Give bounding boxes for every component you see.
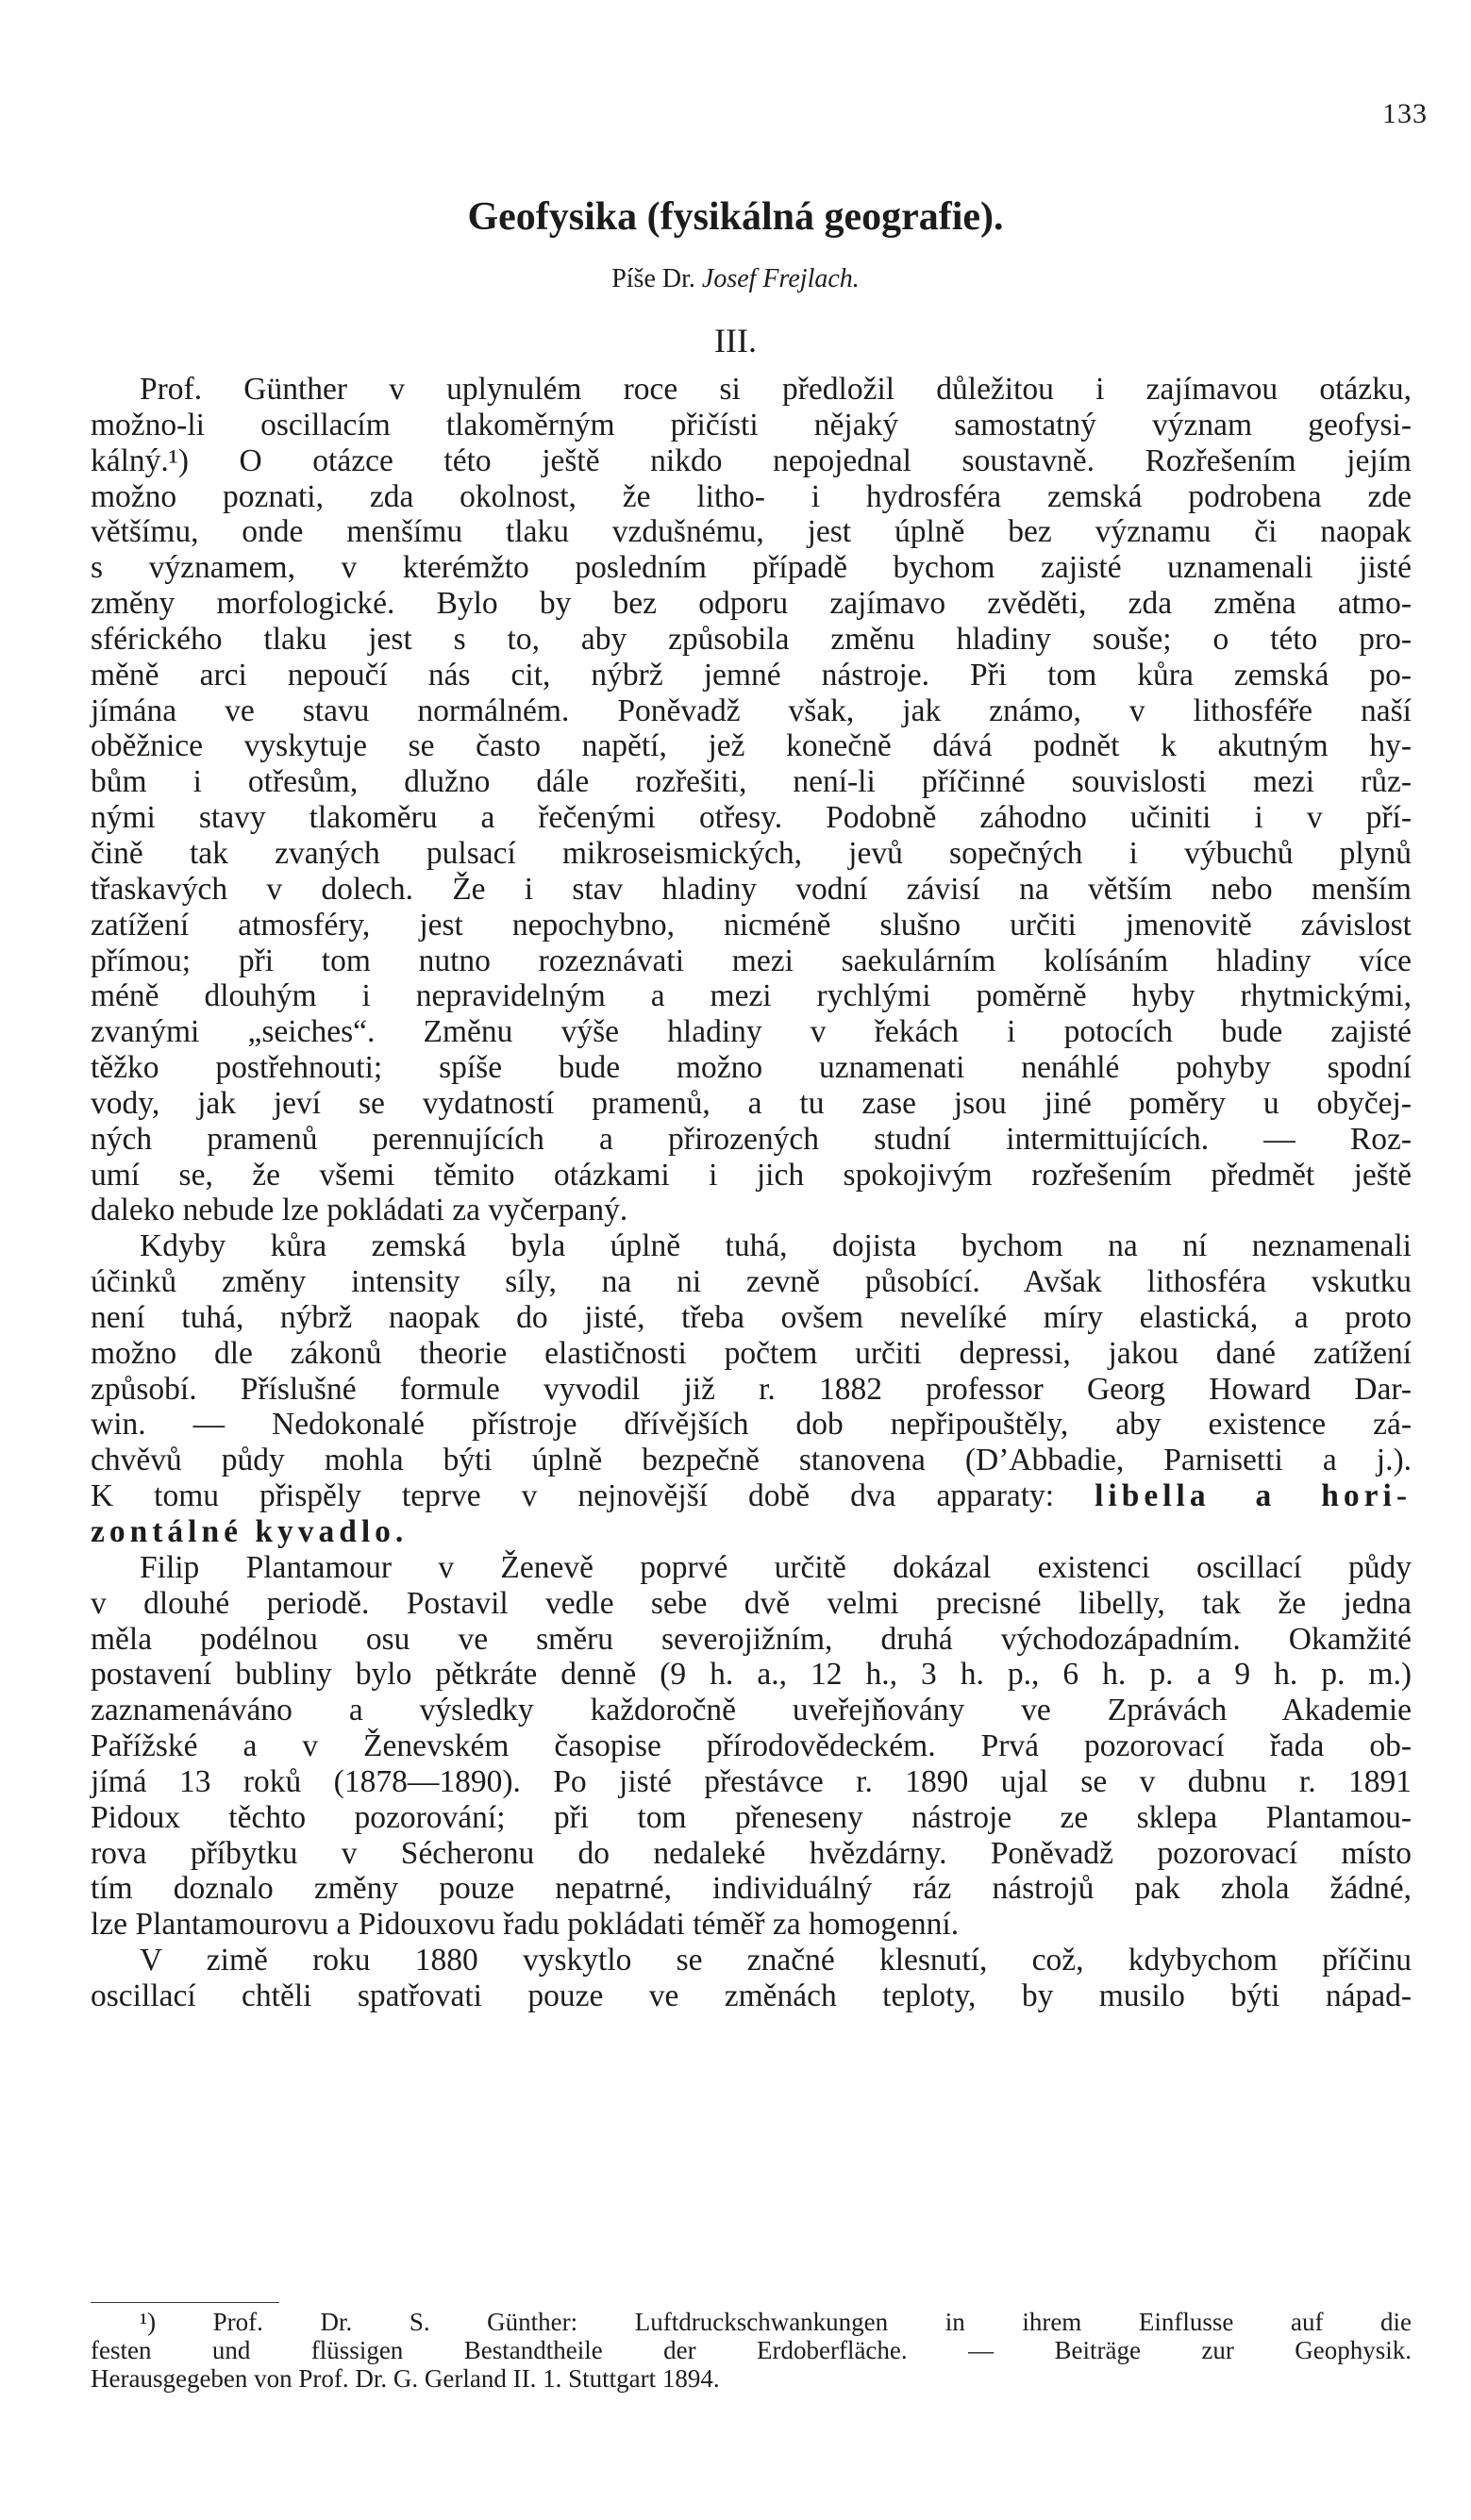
text-line (91, 1514, 1412, 1550)
text-line: sférického tlaku jest s to, aby způsobila změnu hladiny souše; o této pro- (91, 621, 1412, 657)
text-line: čině tak zvaných pulsací mikroseismických, jevů sopečných i výbuchů plynů (91, 835, 1412, 871)
text-line: chvěvů půdy mohla býti úplně bezpečně stanovena (D’Abbadie, Parnisetti a j.). (91, 1443, 1412, 1478)
footnotes (91, 2308, 1412, 2393)
text-line: lze Plantamourovu a Pidouxovu řadu pokládati téměř za homogenní. (91, 1907, 960, 1943)
text-line: kálný.¹) O otázce této ještě nikdo nepojednal soustavně. Rozřešením jejím (91, 442, 1412, 478)
text-line: změny morfologické. Bylo by bez odporu zajímavo zvěděti, zda změna atmo- (91, 586, 1412, 622)
text-line: jímána ve stavu normálném. Poněvadž však, jak známo, v lithosféře naší (91, 693, 1412, 728)
text-line: účinků změny intensity síly, na ni zevně působící. Avšak lithosféra vskutku (91, 1264, 1412, 1300)
text-line: oscillací chtěli spatřovati pouze ve změnách teploty, by musilo býti nápad- (91, 1978, 1412, 2013)
text-line: třaskavých v dolech. Že i stav hladiny vodní závisí na větším nebo menším (91, 871, 1412, 907)
text-line: zvanými „seiches“. Změnu výše hladiny v řekách i potocích bude zajisté (91, 1014, 1412, 1050)
text-line: ných pramenů perennujících a přirozených studní intermittujících. — Roz- (91, 1121, 1412, 1157)
text-line: rova příbytku v Sécheronu do nedaleké hvězdárny. Poněvadž pozorovací místo (91, 1835, 1412, 1871)
text-line: vody, jak jeví se vydatností pramenů, a tu zase jsou jiné poměry u obyčej- (91, 1085, 1412, 1121)
text-line: postavení bubliny bylo pětkráte denně (9 h. a., 12 h., 3 h. p., 6 h. p. a 9 h. p. m.) (91, 1657, 1412, 1693)
footnote-line: ¹) Prof. Dr. S. Günther: Luftdruckschwankungen in ihrem Einflusse auf die (140, 2308, 1412, 2336)
text-line: Pidoux těchto pozorování; při tom přeneseny nástroje ze sklepa Plantamou- (91, 1799, 1412, 1835)
emphasized-term: zontálné kyvadlo. (91, 1514, 409, 1549)
text-line: win. — Nedokonalé přístroje dřívějších dob nepřipouštěly, aby existence zá- (91, 1407, 1412, 1443)
text-line: s významem, v kterémžto posledním případě bychom zajisté uznamenali jisté (91, 550, 1412, 586)
text-line: těžko postřehnouti; spíše bude možno uznamenati nenáhlé pohyby spodní (91, 1050, 1412, 1086)
article-body (91, 372, 1412, 2014)
text-line: Kdyby kůra zemská byla úplně tuhá, dojista bychom na ní neznamenali (140, 1228, 1412, 1264)
text-line: oběžnice vyskytuje se často napětí, jež konečně dává podnět k akutným hy- (91, 728, 1412, 764)
text-line: zatížení atmosféry, jest nepochybno, nicméně slušno určiti jmenovitě závislost (91, 907, 1412, 943)
text-line: možno-li oscillacím tlakoměrným přičísti nějaký samostatný význam geofysi- (91, 407, 1412, 442)
part-number: III. (714, 322, 757, 359)
text-line: Pařížské a v Ženevském časopise přírodovědeckém. Prvá pozorovací řada ob- (91, 1728, 1412, 1764)
text-line: daleko nebude lze pokládati za vyčerpaný. (91, 1193, 628, 1228)
text-line: Filip Plantamour v Ženevě poprvé určitě dokázal existenci oscillací půdy (140, 1549, 1412, 1585)
footnote-divider (91, 2302, 279, 2303)
text-line: umí se, že všemi těmito otázkami i jich spokojivým rozřešením předmět ještě (91, 1157, 1412, 1193)
text-line: jímá 13 roků (1878—1890). Po jisté přestávce r. 1890 ujal se v dubnu r. 1891 (91, 1763, 1412, 1799)
text-line: zaznamenáváno a výsledky každoročně uveřejňovány ve Zprávách Akademie (91, 1693, 1412, 1728)
byline (0, 264, 1471, 294)
text-line: V zimě roku 1880 vyskytlo se značné klesnutí, což, kdybychom příčinu (140, 1943, 1412, 1978)
text-line: většímu, onde menšímu tlaku vzdušnému, jest úplně bez významu či naopak (91, 514, 1412, 550)
text-line-with-emphasis (91, 1478, 1412, 1514)
footnote-line: festen und flüssigen Bestandtheile der Erdoberfläche. — Beiträge zur Geophysik. (91, 2336, 1412, 2364)
text-line: nými stavy tlakoměru a řečenými otřesy. Podobně záhodno učiniti i v pří- (91, 800, 1412, 836)
text-line: méně dlouhým i nepravidelným a mezi rychlými poměrně hyby rhytmickými, (91, 978, 1412, 1014)
text-line: není tuhá, nýbrž naopak do jisté, třeba ovšem nevelíké míry elastická, a proto (91, 1299, 1412, 1335)
text-line: možno poznati, zda okolnost, že litho- i hydrosféra zemská podrobena zde (91, 478, 1412, 514)
text-line: tím doznalo změny pouze nepatrné, individuálný ráz nástrojů pak zhola žádné, (91, 1871, 1412, 1907)
page-number: 133 (1382, 98, 1428, 129)
article-title: Geofysika (fysikálná geografie). (467, 195, 1004, 239)
text-line: způsobí. Příslušné formule vyvodil již r. 1882 professor Georg Howard Dar- (91, 1371, 1412, 1407)
text-line: přímou; při tom nutno rozeznávati mezi saekulárním kolísáním hladiny více (91, 943, 1412, 978)
text-line: bům i otřesům, dlužno dále rozřešiti, není-li příčinné souvislosti mezi růz- (91, 764, 1412, 800)
author-name: Josef Frejlach. (701, 264, 860, 293)
text-line: měně arci nepoučí nás cit, nýbrž jemné nástroje. Při tom kůra zemská po- (91, 657, 1412, 693)
emphasized-term: libella a hori- (1095, 1478, 1412, 1514)
text-line: Prof. Günther v uplynulém roce si předložil důležitou i zajímavou otázku, (140, 372, 1412, 407)
footnote-line: Herausgegeben von Prof. Dr. G. Gerland II. 1. Stuttgart 1894. (91, 2364, 720, 2393)
byline-prefix: Píše Dr. (611, 264, 702, 293)
text-line: v dlouhé periodě. Postavil vedle sebe dvě velmi precisné libelly, tak že jedna (91, 1585, 1412, 1621)
text-line: možno dle zákonů theorie elastičnosti počtem určiti depressi, jakou dané zatížení (91, 1335, 1412, 1371)
text-line: měla podélnou osu ve směru severojižním, druhá východozápadním. Okamžité (91, 1621, 1412, 1657)
text-run: K tomu přispěly teprve v nejnovější době dva apparaty: (91, 1478, 1055, 1514)
